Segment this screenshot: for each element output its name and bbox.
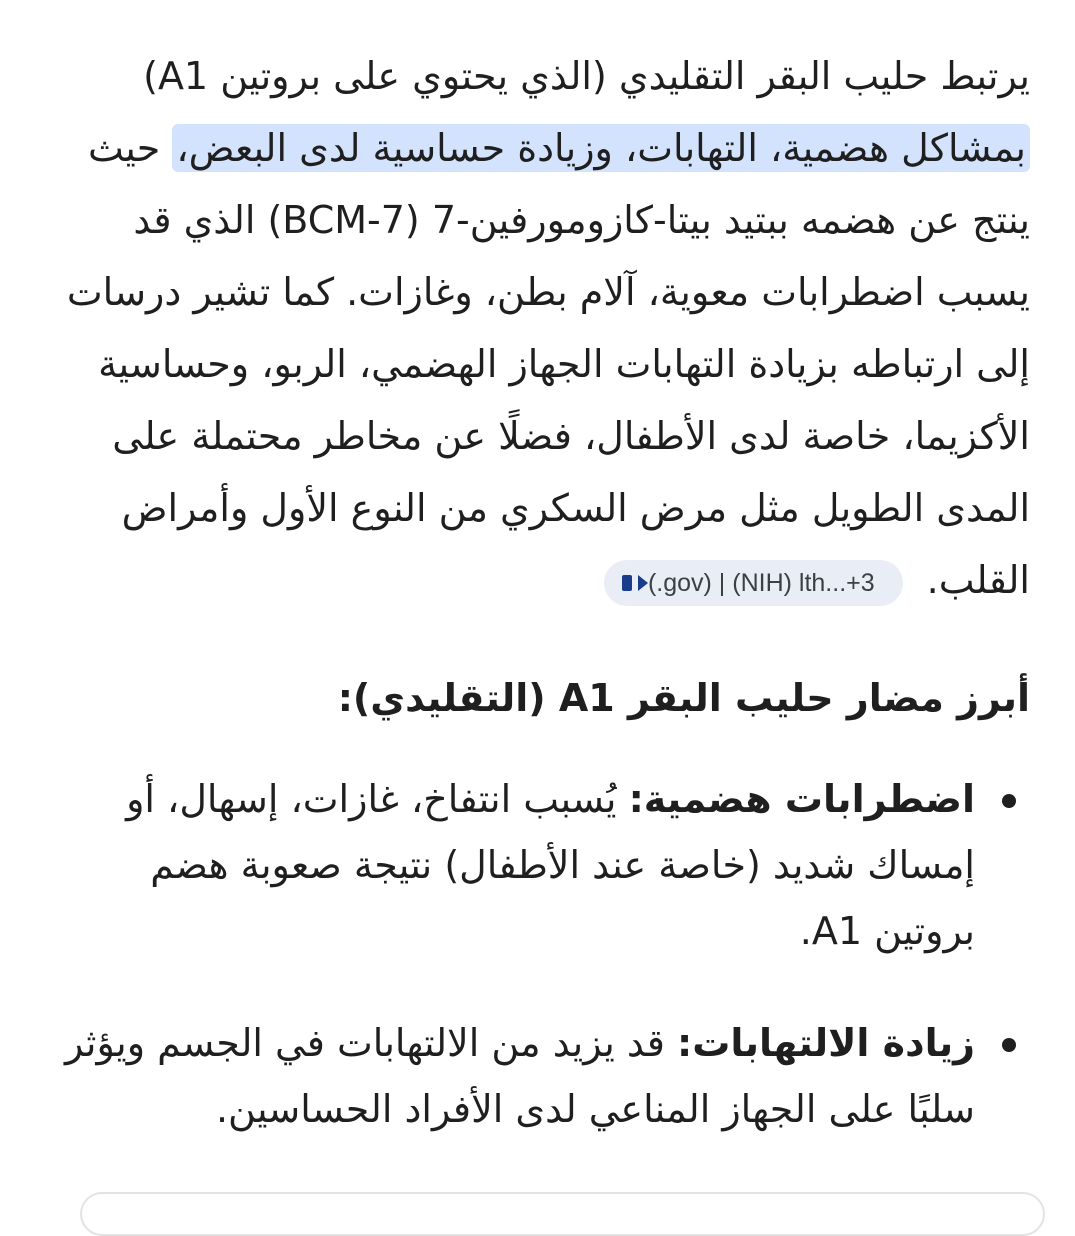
bullet-text: قد يزيد من الالتهابات في الجسم ويؤثر سلبًا على الجهاز المناعي لدى الأفراد الحساسين. bbox=[64, 1021, 975, 1131]
intro-paragraph bbox=[40, 40, 1030, 616]
bullet-term: زيادة الالتهابات: bbox=[677, 1021, 975, 1065]
list-item bbox=[40, 766, 1030, 964]
answer-content bbox=[40, 40, 1030, 1188]
intro-text-after: حيث ينتج عن هضمه ببتيد بيتا-كازومورفين-7 (BCM-7) الذي قد يسبب اضطرابات معوية، آلام بطن، وغازات. كما تشير درسات إلى ارتباطه بزيادة التهابات الجهاز الهضمي، الربو، وحساسية الأكزيما، خاصة لدى الأطفال، فضلًا عن مخاطر محتملة على المدى الطويل مثل مرض السكري من النوع الأول وأمراض القلب. bbox=[66, 126, 1030, 602]
source-chip-count: +3 bbox=[846, 568, 875, 597]
harms-list bbox=[40, 766, 1030, 1142]
intro-text-before: يرتبط حليب البقر التقليدي (الذي يحتوي على بروتين A1) bbox=[143, 54, 1030, 98]
source-favicon-icon bbox=[622, 575, 632, 591]
source-chip-label: (.gov) | (NIH) lth... bbox=[647, 568, 847, 597]
chevron-right-icon bbox=[638, 575, 648, 591]
source-chip[interactable] bbox=[604, 560, 903, 606]
bullet-icon bbox=[1002, 1038, 1016, 1052]
bullet-icon bbox=[1002, 794, 1016, 808]
list-item bbox=[40, 1010, 1030, 1142]
bullet-text: يُسبب انتفاخ، غازات، إسهال، أو إمساك شديد (خاصة عند الأطفال) نتيجة صعوبة هضم بروتين A1. bbox=[126, 777, 975, 953]
section-heading: أبرز مضار حليب البقر A1 (التقليدي): bbox=[337, 676, 1030, 720]
next-card-edge bbox=[80, 1192, 1045, 1236]
highlighted-text: بمشاكل هضمية، التهابات، وزيادة حساسية لدى البعض، bbox=[172, 124, 1030, 172]
bullet-term: اضطرابات هضمية: bbox=[628, 777, 975, 821]
